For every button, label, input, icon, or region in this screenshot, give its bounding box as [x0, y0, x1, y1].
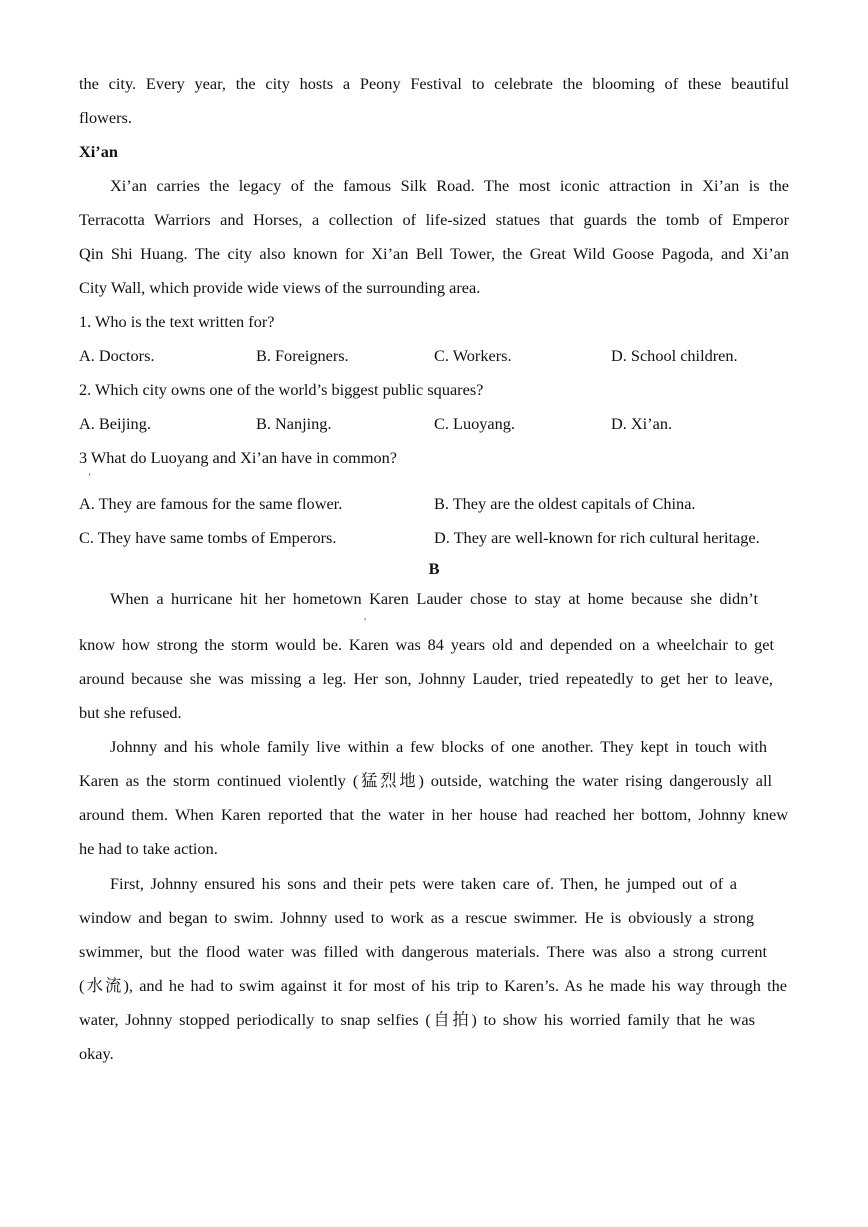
option-c: C. Luoyang. — [434, 414, 515, 433]
option-d: D. They are well-known for rich cultural heritage. — [434, 528, 760, 547]
stray-mark: ’ — [88, 472, 91, 482]
option-b: B. Foreigners. — [256, 346, 349, 365]
passage-b-line: around them. When Karen reported that the water in her house had reached her bottom, Johnny knew — [79, 805, 788, 824]
xian-paragraph-line: Qin Shi Huang. The city also known for Xi’an Bell Tower, the Great Wild Goose Pagoda, and Xi’an — [79, 244, 789, 263]
xian-paragraph-line: City Wall, which provide wide views of the surrounding area. — [79, 278, 481, 297]
passage-a-line: flowers. — [79, 108, 132, 127]
passage-b-line: Johnny and his whole family live within a few blocks of one another. They kept in touch with — [110, 737, 767, 756]
xian-heading: Xi’an — [79, 142, 118, 161]
passage-b-line: swimmer, but the flood water was filled with dangerous materials. There was also a strong current — [79, 942, 767, 961]
passage-b-line: When a hurricane hit her hometown Karen Lauder chose to stay at home because she didn’t — [110, 589, 758, 608]
passage-b-line: he had to take action. — [79, 839, 218, 858]
passage-b-line: okay. — [79, 1044, 114, 1063]
option-c: C. They have same tombs of Emperors. — [79, 528, 337, 547]
passage-a-line: the city. Every year, the city hosts a Peony Festival to celebrate the blooming of these beautiful — [79, 74, 789, 93]
question-stem: 1. Who is the text written for? — [79, 312, 275, 331]
option-a: A. Beijing. — [79, 414, 151, 433]
option-b: B. Nanjing. — [256, 414, 332, 433]
passage-b-line: First, Johnny ensured his sons and their pets were taken care of. Then, he jumped out of a — [110, 874, 737, 893]
stray-mark: , — [364, 611, 367, 621]
option-d: D. School children. — [611, 346, 738, 365]
passage-b-line: Karen as the storm continued violently (猛烈地) outside, watching the water rising dangerously all — [79, 771, 772, 790]
option-a: A. They are famous for the same flower. — [79, 494, 343, 513]
passage-b-line: window and began to swim. Johnny used to work as a rescue swimmer. He is obviously a strong — [79, 908, 754, 927]
option-a: A. Doctors. — [79, 346, 155, 365]
question-stem: 3 What do Luoyang and Xi’an have in common? — [79, 448, 398, 467]
xian-paragraph-line: Xi’an carries the legacy of the famous Silk Road. The most iconic attraction in Xi’an is the — [110, 176, 789, 195]
option-b: B. They are the oldest capitals of China. — [434, 494, 696, 513]
option-c: C. Workers. — [434, 346, 512, 365]
passage-b-heading: B — [428, 559, 440, 578]
passage-b-line: water, Johnny stopped periodically to snap selfies (自拍) to show his worried family that he was — [79, 1010, 755, 1029]
passage-b-line: know how strong the storm would be. Karen was 84 years old and depended on a wheelchair to get — [79, 635, 774, 654]
passage-b-line: around because she was missing a leg. Her son, Johnny Lauder, tried repeatedly to get her to leave, — [79, 669, 773, 688]
xian-paragraph-line: Terracotta Warriors and Horses, a collection of life-sized statues that guards the tomb of Emperor — [79, 210, 789, 229]
passage-b-line: but she refused. — [79, 703, 182, 722]
passage-b-line: (水流), and he had to swim against it for most of his trip to Karen’s. As he made his way through the — [79, 976, 787, 995]
option-d: D. Xi’an. — [611, 414, 673, 433]
question-stem: 2. Which city owns one of the world’s biggest public squares? — [79, 380, 484, 399]
